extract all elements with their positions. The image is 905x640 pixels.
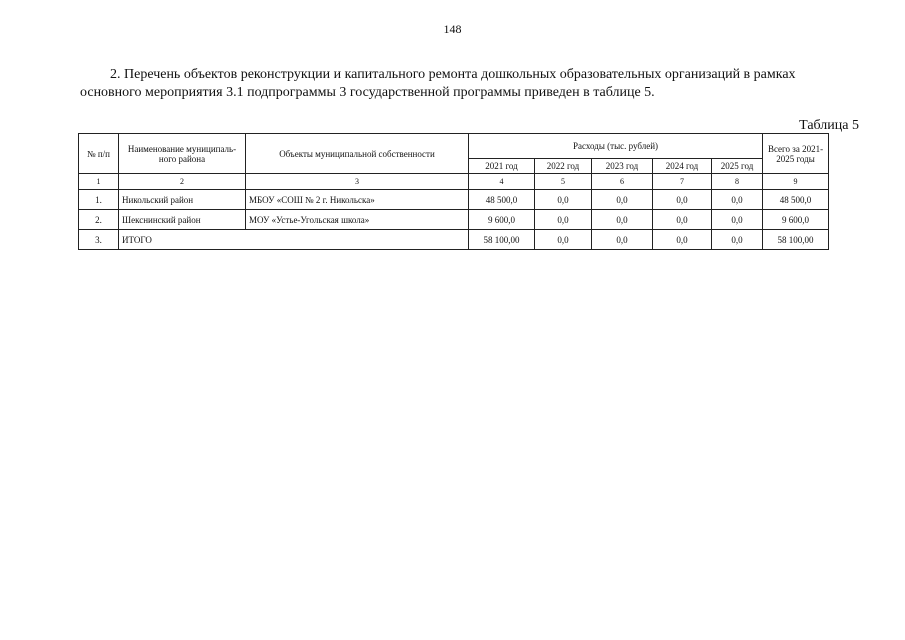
header-year-2022: 2022 год <box>535 159 592 174</box>
header-objects: Объекты муниципальной собственности <box>246 134 469 174</box>
column-number: 4 <box>469 174 535 190</box>
row-num: 1. <box>79 190 119 210</box>
page-number: 148 <box>443 22 462 36</box>
header-num: № п/п <box>79 134 119 174</box>
row-total: 48 500,0 <box>763 190 829 210</box>
expenses-table <box>78 133 829 250</box>
table-row <box>79 190 829 210</box>
table-caption: Таблица 5 <box>799 118 859 133</box>
total-value-2021: 58 100,00 <box>469 230 535 250</box>
row-value-2025: 0,0 <box>712 210 763 230</box>
row-total: 9 600,0 <box>763 210 829 230</box>
total-row-num: 3. <box>79 230 119 250</box>
table-row <box>79 210 829 230</box>
column-number: 9 <box>763 174 829 190</box>
total-value-all: 58 100,00 <box>763 230 829 250</box>
header-district: Наименование муниципаль-ного района <box>119 134 246 174</box>
row-value-2023: 0,0 <box>592 210 653 230</box>
header-total: Всего за 2021-2025 годы <box>763 134 829 174</box>
row-value-2021: 48 500,0 <box>469 190 535 210</box>
total-value-2024: 0,0 <box>653 230 712 250</box>
total-value-2023: 0,0 <box>592 230 653 250</box>
column-number: 3 <box>246 174 469 190</box>
header-year-2023: 2023 год <box>592 159 653 174</box>
row-value-2021: 9 600,0 <box>469 210 535 230</box>
column-number: 8 <box>712 174 763 190</box>
column-number: 5 <box>535 174 592 190</box>
row-value-2023: 0,0 <box>592 190 653 210</box>
row-value-2024: 0,0 <box>653 190 712 210</box>
intro-paragraph: 2. Перечень объектов реконструкции и капитального ремонта дошкольных образовательных организаций в рамках основного мероприятия 3.1 подпрограммы 3 государственной программы приведен в таблице 5. <box>80 67 796 100</box>
total-row-label: ИТОГО <box>119 230 469 250</box>
total-value-2025: 0,0 <box>712 230 763 250</box>
header-year-2024: 2024 год <box>653 159 712 174</box>
total-row <box>79 230 829 250</box>
header-year-2021: 2021 год <box>469 159 535 174</box>
row-object: МБОУ «СОШ № 2 г. Никольска» <box>246 190 469 210</box>
column-number: 6 <box>592 174 653 190</box>
column-number-row <box>79 174 829 190</box>
column-number: 1 <box>79 174 119 190</box>
header-expenses: Расходы (тыс. рублей) <box>469 134 763 159</box>
row-value-2022: 0,0 <box>535 190 592 210</box>
column-number: 2 <box>119 174 246 190</box>
row-value-2024: 0,0 <box>653 210 712 230</box>
row-object: МОУ «Устье-Угольская школа» <box>246 210 469 230</box>
row-district: Шекснинский район <box>119 210 246 230</box>
header-year-2025: 2025 год <box>712 159 763 174</box>
column-number: 7 <box>653 174 712 190</box>
row-value-2025: 0,0 <box>712 190 763 210</box>
row-num: 2. <box>79 210 119 230</box>
row-district: Никольский район <box>119 190 246 210</box>
total-value-2022: 0,0 <box>535 230 592 250</box>
row-value-2022: 0,0 <box>535 210 592 230</box>
